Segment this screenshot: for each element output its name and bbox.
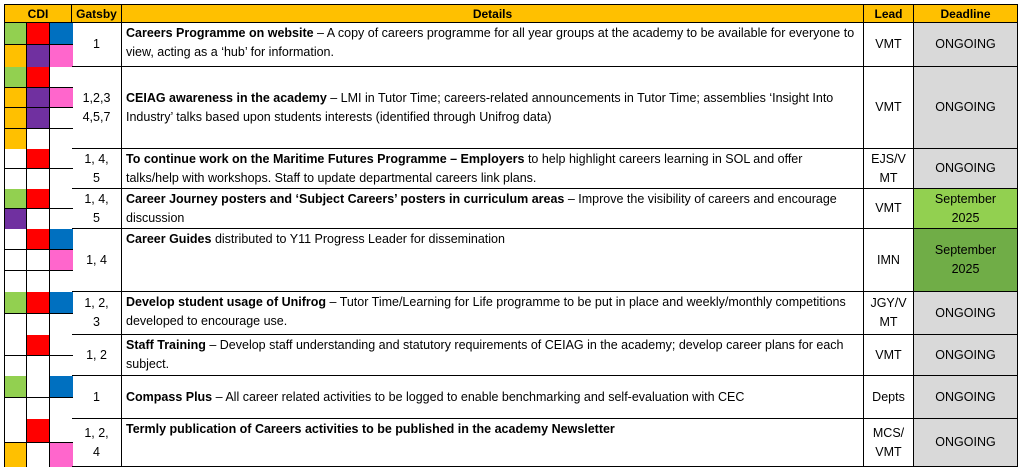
lead-text: Depts [872, 389, 905, 404]
details-cell [122, 419, 864, 467]
cdi-color-cell [50, 314, 73, 336]
details-cell [122, 189, 864, 229]
cdi-color-cell [50, 335, 73, 356]
lead-cell [864, 376, 914, 419]
cdi-color-cell [27, 292, 50, 314]
cdi-color-cell [50, 292, 73, 314]
table-row [4, 67, 1018, 149]
cdi-color-cell [50, 271, 73, 292]
cdi-color-cell [27, 376, 50, 398]
cdi-indicator-grid [4, 229, 72, 292]
cdi-color-cell [50, 229, 73, 250]
cdi-color-cell [27, 45, 50, 67]
deadline-cell [914, 23, 1018, 67]
deadline-text: ONGOING [935, 347, 996, 362]
lead-cell [864, 419, 914, 467]
details-title: Careers Programme on website [126, 26, 314, 40]
deadline-cell [914, 189, 1018, 229]
details-title: Termly publication of Careers activities to be published in the academy Newsletter [126, 422, 615, 436]
lead-cell [864, 149, 914, 189]
deadline-text: ONGOING [935, 389, 996, 404]
lead-text: VMT [875, 37, 902, 51]
lead-text: MCS/ VMT [872, 425, 905, 459]
details-title: Develop student usage of Unifrog [126, 295, 327, 309]
gatsby-text: 1, 4, 5 [84, 151, 109, 185]
details-description: distributed to Y11 Progress Leader for dissemination [211, 232, 505, 246]
cdi-color-cell [27, 129, 50, 150]
table-row [4, 292, 1018, 335]
cdi-color-cell [27, 149, 50, 169]
cdi-color-cell [27, 419, 50, 443]
cdi-color-cell [50, 443, 73, 467]
cdi-color-cell [27, 67, 50, 88]
cdi-color-cell [27, 23, 50, 45]
gatsby-text: 1, 2, 3 [84, 296, 109, 329]
lead-cell [864, 189, 914, 229]
cdi-color-cell [27, 398, 50, 420]
cdi-color-cell [5, 189, 27, 209]
cdi-color-cell [5, 419, 27, 443]
cdi-color-cell [27, 108, 50, 129]
cdi-color-cell [50, 376, 73, 398]
gatsby-text: 1,2,3 4,5,7 [82, 90, 111, 124]
cdi-color-cell [50, 129, 73, 150]
cdi-color-cell [50, 419, 73, 443]
details-title: Compass Plus [126, 389, 213, 404]
details-text [126, 293, 857, 331]
deadline-text: September 2025 [934, 243, 997, 276]
details-description: – Tutor Time/Learning for Life programme to be put in place and weekly/monthly competitions developed to encourage use. [126, 295, 846, 328]
gatsby-benchmarks [72, 23, 122, 67]
cdi-color-cell [5, 292, 27, 314]
cdi-color-cell [50, 209, 73, 229]
deadline-cell [914, 149, 1018, 189]
careers-action-plan-table [4, 4, 1018, 467]
deadline-cell [914, 419, 1018, 467]
details-title: Staff Training [126, 338, 206, 352]
gatsby-benchmarks [72, 419, 122, 467]
lead-cell [864, 67, 914, 149]
cdi-color-cell [5, 398, 27, 420]
lead-cell [864, 23, 914, 67]
cdi-color-cell [27, 189, 50, 209]
details-cell [122, 23, 864, 67]
deadline-text: ONGOING [935, 161, 996, 175]
details-text [126, 388, 744, 407]
cdi-color-cell [27, 443, 50, 467]
deadline-text: September 2025 [934, 191, 997, 225]
details-text [126, 420, 615, 439]
cdi-color-cell [27, 356, 50, 377]
cdi-color-cell [5, 23, 27, 45]
details-text [126, 24, 857, 62]
cdi-color-cell [5, 209, 27, 229]
details-text [126, 336, 857, 374]
header-lead: Lead [864, 4, 914, 23]
gatsby-text: 1, 4 [86, 252, 107, 267]
cdi-color-cell [27, 229, 50, 250]
cdi-color-cell [27, 169, 50, 189]
gatsby-text: 1 [93, 389, 100, 404]
gatsby-benchmarks [72, 149, 122, 189]
table-row [4, 23, 1018, 67]
details-cell [122, 376, 864, 419]
gatsby-text: 1, 2, 4 [84, 425, 109, 459]
details-cell [122, 149, 864, 189]
deadline-cell [914, 335, 1018, 376]
cdi-color-cell [27, 335, 50, 356]
cdi-color-cell [27, 250, 50, 271]
header-details: Details [122, 4, 864, 23]
cdi-color-cell [50, 250, 73, 271]
cdi-color-cell [5, 45, 27, 67]
lead-text: EJS/V MT [871, 151, 906, 185]
gatsby-benchmarks [72, 376, 122, 419]
cdi-color-cell [5, 443, 27, 467]
gatsby-benchmarks [72, 335, 122, 376]
cdi-indicator-grid [4, 67, 72, 149]
deadline-cell [914, 67, 1018, 149]
cdi-color-cell [5, 67, 27, 88]
cdi-color-cell [5, 356, 27, 377]
deadline-text: ONGOING [935, 305, 996, 320]
details-title: To continue work on the Maritime Futures Programme – Employers [126, 152, 525, 166]
deadline-cell [914, 229, 1018, 292]
cdi-indicator-grid [4, 335, 72, 376]
header-deadline: Deadline [914, 4, 1018, 23]
cdi-color-cell [5, 88, 27, 109]
lead-text: JGY/V MT [870, 296, 907, 329]
cdi-color-cell [5, 376, 27, 398]
cdi-indicator-grid [4, 23, 72, 67]
gatsby-benchmarks [72, 229, 122, 292]
cdi-indicator-grid [4, 376, 72, 419]
header-gatsby: Gatsby [72, 4, 122, 23]
cdi-indicator-grid [4, 149, 72, 189]
details-text [126, 190, 857, 228]
details-cell [122, 335, 864, 376]
lead-text: VMT [875, 347, 902, 362]
lead-cell [864, 229, 914, 292]
table-row [4, 419, 1018, 467]
cdi-color-cell [5, 129, 27, 150]
details-description: – Develop staff understanding and statutory requirements of CEIAG in the academy; develop career plans for each subject. [126, 338, 844, 371]
lead-cell [864, 335, 914, 376]
cdi-color-cell [50, 23, 73, 45]
cdi-color-cell [27, 314, 50, 336]
lead-cell [864, 292, 914, 335]
cdi-color-cell [5, 314, 27, 336]
cdi-color-cell [5, 169, 27, 189]
table-row [4, 189, 1018, 229]
details-text [126, 150, 857, 188]
gatsby-benchmarks [72, 189, 122, 229]
details-title: CEIAG awareness in the academy [126, 90, 327, 105]
details-cell [122, 67, 864, 149]
cdi-color-cell [5, 335, 27, 356]
cdi-color-cell [50, 67, 73, 88]
details-text [126, 89, 857, 127]
cdi-color-cell [27, 88, 50, 109]
cdi-color-cell [27, 271, 50, 292]
details-title: Career Guides [126, 232, 212, 246]
cdi-color-cell [5, 271, 27, 292]
details-title: Career Journey posters and ‘Subject Careers’ posters in curriculum areas [126, 192, 565, 206]
cdi-color-cell [50, 189, 73, 209]
gatsby-text: 1, 4, 5 [84, 191, 109, 225]
gatsby-benchmarks [72, 67, 122, 149]
cdi-color-cell [27, 209, 50, 229]
lead-text: IMN [877, 252, 900, 267]
cdi-color-cell [5, 108, 27, 129]
gatsby-text: 1, 2 [86, 347, 107, 362]
details-cell [122, 292, 864, 335]
details-description: – A copy of careers programme for all year groups at the academy to be available for everyone to view, acting as a ‘hub’ for information. [126, 26, 855, 59]
cdi-color-cell [5, 149, 27, 169]
details-description: – Improve the visibility of careers and encourage discussion [126, 192, 837, 225]
cdi-color-cell [50, 356, 73, 377]
cdi-color-cell [5, 229, 27, 250]
cdi-color-cell [50, 398, 73, 420]
cdi-color-cell [50, 45, 73, 67]
deadline-text: ONGOING [935, 100, 996, 114]
cdi-indicator-grid [4, 189, 72, 229]
lead-text: VMT [875, 201, 902, 215]
cdi-color-cell [50, 88, 73, 109]
cdi-color-cell [50, 108, 73, 129]
details-text [126, 230, 505, 249]
deadline-cell [914, 376, 1018, 419]
gatsby-text: 1 [93, 37, 100, 51]
table-row [4, 335, 1018, 376]
deadline-cell [914, 292, 1018, 335]
cdi-color-cell [5, 250, 27, 271]
deadline-text: ONGOING [935, 435, 996, 449]
table-row [4, 149, 1018, 189]
cdi-color-cell [50, 169, 73, 189]
cdi-color-cell [50, 149, 73, 169]
cdi-indicator-grid [4, 292, 72, 335]
cdi-indicator-grid [4, 419, 72, 467]
header-cdi: CDI [4, 4, 72, 23]
details-cell [122, 229, 864, 292]
table-row [4, 229, 1018, 292]
details-description: to help highlight careers learning in SOL and offer talks/help with workshops. Staff to update departmental careers link plans. [126, 152, 803, 185]
details-description: – LMI in Tutor Time; careers-related announcements in Tutor Time; assemblies ‘Insight Into Industry’ talks based upon students interests (identified through Unifrog data) [126, 90, 834, 124]
table-row [4, 376, 1018, 419]
deadline-text: ONGOING [935, 37, 996, 51]
lead-text: VMT [875, 100, 902, 114]
gatsby-benchmarks [72, 292, 122, 335]
details-description: – All career related activities to be logged to enable benchmarking and self-evaluation with CEC [212, 389, 745, 404]
